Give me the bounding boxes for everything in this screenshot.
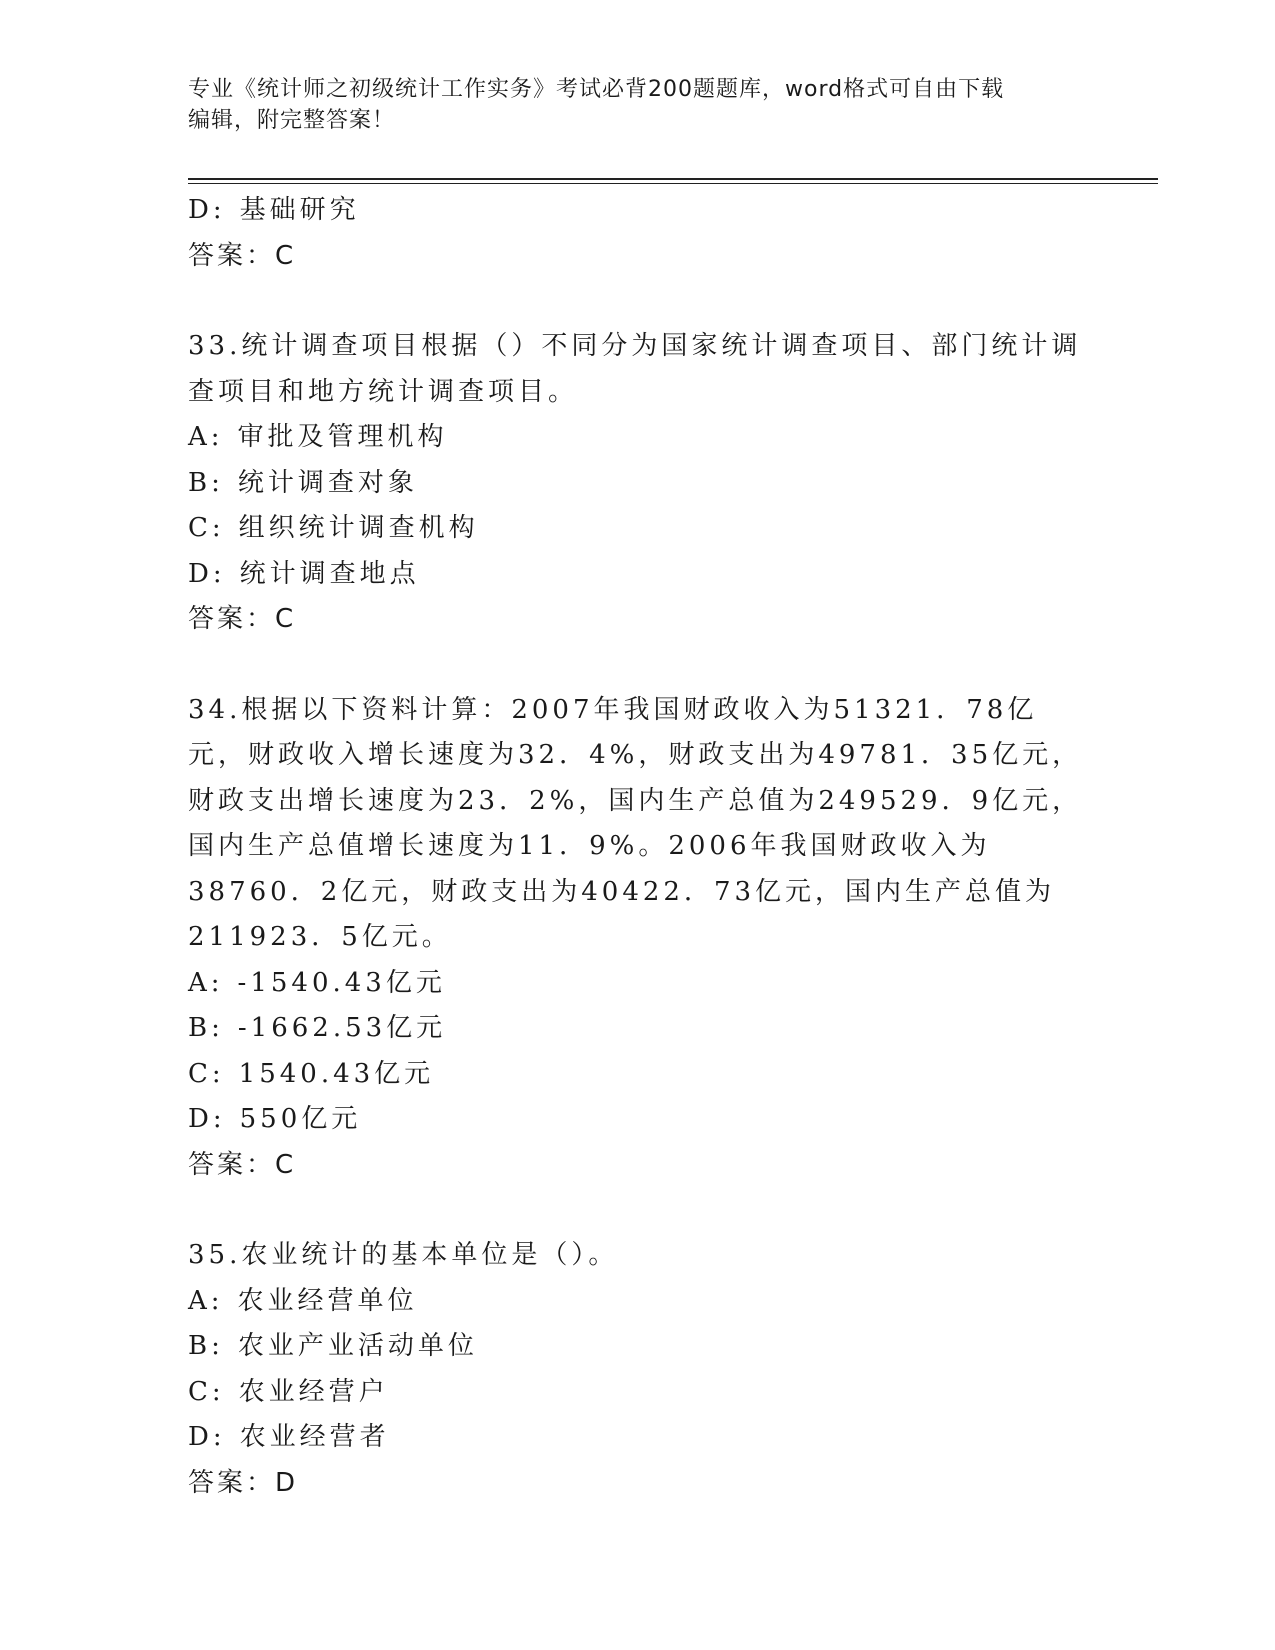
option-item xyxy=(188,1324,1088,1370)
question-list xyxy=(188,188,1088,1506)
option-label: D: xyxy=(188,195,226,225)
question-33 xyxy=(188,324,1088,643)
option-label: C: xyxy=(188,1376,225,1407)
option-text: 农业经营户 xyxy=(238,1376,389,1407)
option-text: 农业产业活动单位 xyxy=(237,1331,478,1361)
question-34 xyxy=(188,688,1088,1189)
answer-line: 答案：C xyxy=(188,1149,297,1180)
question-stem: 35.农业统计的基本单位是（）。 xyxy=(188,1240,619,1270)
option-item xyxy=(188,188,1088,234)
option-label: A: xyxy=(188,1285,224,1316)
option-label: B: xyxy=(188,1013,224,1043)
option-text: 550亿元 xyxy=(239,1104,362,1134)
option-item xyxy=(188,506,1088,552)
option-label: B: xyxy=(188,1331,224,1361)
option-label: D: xyxy=(188,1422,226,1452)
option-item xyxy=(188,961,1088,1007)
option-item xyxy=(188,1006,1088,1052)
question-35 xyxy=(188,1233,1088,1506)
header-divider-thin xyxy=(188,183,1158,184)
option-text: 审批及管理机构 xyxy=(237,422,448,452)
option-item xyxy=(188,1097,1088,1143)
option-text: 基础研究 xyxy=(239,195,360,225)
header-line-2: 编辑，附完整答案！ xyxy=(188,108,396,133)
option-text: 农业经营单位 xyxy=(237,1285,418,1316)
option-label: D: xyxy=(188,1104,226,1134)
option-item xyxy=(188,461,1088,507)
option-item xyxy=(188,1279,1088,1325)
carryover-block xyxy=(188,188,1088,279)
option-item xyxy=(188,1415,1088,1461)
option-text: -1662.53亿元 xyxy=(237,1013,447,1043)
option-text: 统计调查地点 xyxy=(239,558,420,589)
option-label: D: xyxy=(188,558,226,589)
option-label: A: xyxy=(188,967,224,998)
option-text: 统计调查对象 xyxy=(237,467,418,498)
question-stem: 34.根据以下资料计算：2007年我国财政收入为51321．78亿元，财政收入增长速度为32．4%，财政支出为49781．35亿元，财政支出增长速度为23．2%，国内生产总值为249529．9亿元，国内生产总值增长速度为11．9%。2006年我国财政收入为38760．2亿元，财政支出为40422．73亿元，国内生产总值为211923．5亿元。 xyxy=(188,694,1083,952)
option-text: 1540.43亿元 xyxy=(238,1058,435,1089)
page-header xyxy=(188,74,1088,136)
option-item xyxy=(188,1370,1088,1416)
option-item xyxy=(188,1052,1088,1098)
header-divider xyxy=(188,178,1158,180)
option-text: -1540.43亿元 xyxy=(237,967,446,998)
option-label: B: xyxy=(188,467,224,498)
question-stem: 33.统计调查项目根据（）不同分为国家统计调查项目、部门统计调查项目和地方统计调查项目。 xyxy=(188,331,1082,407)
answer-line: 答案：C xyxy=(188,240,297,271)
option-label: C: xyxy=(188,1058,225,1089)
option-item xyxy=(188,415,1088,461)
option-text: 组织统计调查机构 xyxy=(238,513,479,543)
option-item xyxy=(188,552,1088,598)
option-text: 农业经营者 xyxy=(239,1422,390,1452)
option-label: C: xyxy=(188,513,225,543)
option-label: A: xyxy=(188,422,224,452)
answer-line: 答案：D xyxy=(188,1467,299,1498)
answer-line: 答案：C xyxy=(188,604,297,634)
header-line-1: 专业《统计师之初级统计工作实务》考试必背200题题库，word格式可自由下载 xyxy=(188,77,1005,102)
